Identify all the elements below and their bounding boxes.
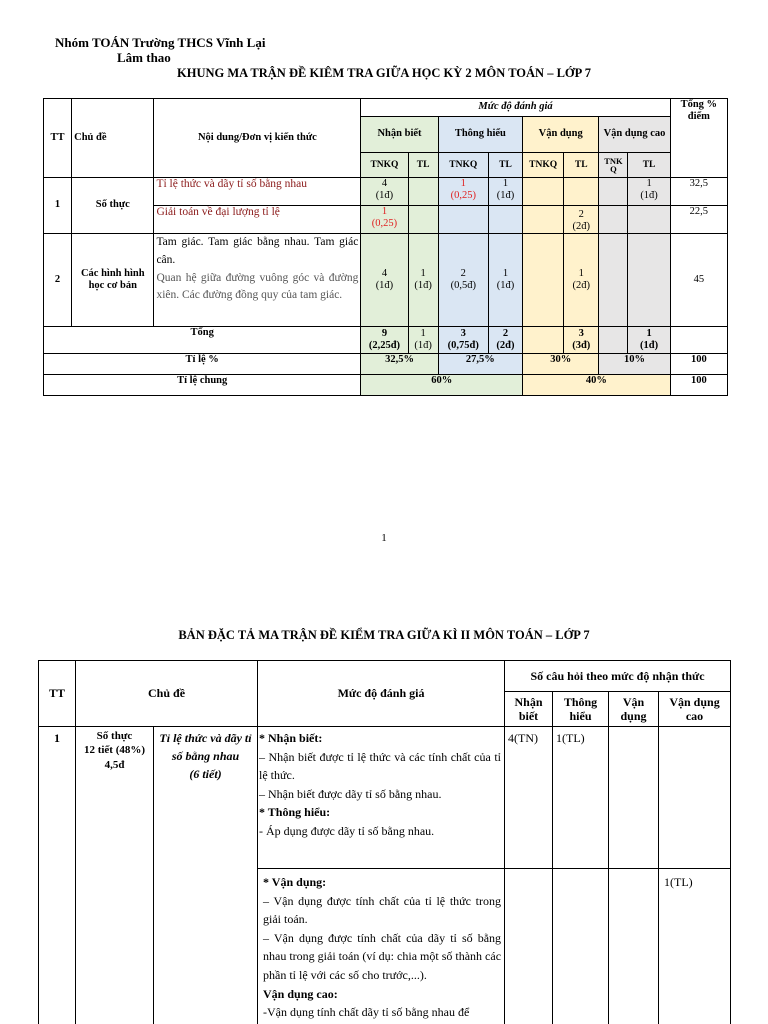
spec-count-nb: 4(TN) bbox=[505, 727, 553, 869]
sum-cell: 1 (1đ) bbox=[408, 327, 438, 354]
common-cell: 40% bbox=[523, 375, 671, 396]
spec-header-vdc: Vận dụng cao bbox=[659, 692, 731, 727]
spec-topic: Số thực 12 tiết (48%) 4,5đ bbox=[76, 727, 154, 1024]
header-total: Tổng % điểm bbox=[670, 99, 727, 178]
content-cell: Giải toán về đại lượng tỉ lệ bbox=[154, 206, 361, 234]
spec-row-tt: 1 bbox=[39, 727, 76, 1024]
header-level: Mức độ đánh giá bbox=[361, 99, 670, 117]
ratio-cell: 10% bbox=[599, 354, 670, 375]
header-van-dung: Vận dụng bbox=[523, 117, 599, 153]
spec-level-cell: * Vận dụng: – Vận dụng được tính chất của tỉ lệ thức trong giải toán. – Vận dụng được tính chất của dãy tỉ số bằng nhau trong giải toán (ví dụ: chia một số thành các phần tỉ lệ với các số cho trước,...). Vận dụng cao: -Vận dụng tính chất dãy tỉ số bằng nhau để bbox=[258, 869, 505, 1024]
sum-cell: 2 (2đ) bbox=[488, 327, 522, 354]
header-tt: TT bbox=[44, 99, 72, 178]
spec-header-vd: Vận dụng bbox=[609, 692, 659, 727]
spec-header-th: Thông hiểu bbox=[553, 692, 609, 727]
row-topic: Các hình hình học cơ bản bbox=[72, 234, 154, 327]
value-cell: 4 (1đ) bbox=[361, 234, 408, 327]
matrix-table bbox=[43, 98, 728, 396]
sum-cell: 9 (2,25đ) bbox=[361, 327, 408, 354]
content-cell: Tỉ lệ thức và dãy tỉ số bằng nhau bbox=[154, 178, 361, 206]
header-thong-hieu: Thông hiểu bbox=[438, 117, 522, 153]
spec-header-count: Số câu hỏi theo mức độ nhận thức bbox=[505, 661, 731, 692]
value-cell: 1 (1đ) bbox=[628, 178, 670, 206]
value-cell: 1 (1đ) bbox=[488, 178, 522, 206]
sum-cell: 1 (1đ) bbox=[628, 327, 670, 354]
value-cell: 1 (0,25) bbox=[438, 178, 488, 206]
value-cell: 4 (1đ) bbox=[361, 178, 408, 206]
total-cell: 45 bbox=[670, 234, 727, 327]
subheader-tnkq: TNK Q bbox=[599, 153, 628, 178]
sum-cell: 3 (3đ) bbox=[564, 327, 599, 354]
total-cell: 22,5 bbox=[670, 206, 727, 234]
spec-count-vdc: 1(TL) bbox=[659, 869, 731, 1024]
common-label: Tỉ lệ chung bbox=[44, 375, 361, 396]
spec-level-cell: * Nhận biết: – Nhận biết được tỉ lệ thức và các tính chất của tỉ lệ thức. – Nhận biết được dãy tỉ số bằng nhau. * Thông hiểu: - Áp dụng được dãy tỉ số bằng nhau. bbox=[258, 727, 505, 869]
spec-table bbox=[38, 660, 731, 1024]
spec-title: BẢN ĐẶC TẢ MA TRẬN ĐỀ KIỂM TRA GIỮA KÌ II MÔN TOÁN – LỚP 7 bbox=[178, 628, 590, 642]
value-cell: 2 (0,5đ) bbox=[438, 234, 488, 327]
spec-unit: Tỉ lệ thức và dãy tỉ số bằng nhau (6 tiết) bbox=[154, 727, 258, 1024]
value-cell: 1 (0,25) bbox=[361, 206, 408, 234]
spec-header-nb: Nhận biết bbox=[505, 692, 553, 727]
value-cell: 1 (1đ) bbox=[408, 234, 438, 327]
common-cell: 60% bbox=[361, 375, 523, 396]
subheader-tnkq: TNKQ bbox=[438, 153, 488, 178]
subheader-tl: TL bbox=[564, 153, 599, 178]
ratio-label: Tỉ lệ % bbox=[44, 354, 361, 375]
spec-header-tt: TT bbox=[39, 661, 76, 727]
page-number: 1 bbox=[381, 532, 387, 544]
school-group: Nhóm TOÁN Trường THCS Vĩnh Lại bbox=[55, 35, 266, 50]
header-nhan-biet: Nhận biết bbox=[361, 117, 438, 153]
value-cell: 2 (2đ) bbox=[564, 206, 599, 234]
row-tt: 1 bbox=[44, 178, 72, 234]
spec-header-topic: Chủ đề bbox=[76, 661, 258, 727]
sum-label: Tổng bbox=[44, 327, 361, 354]
matrix-title: KHUNG MA TRẬN ĐỀ KIÊM TRA GIỮA HỌC KỲ 2 MÔN TOÁN – LỚP 7 bbox=[177, 66, 591, 80]
row-topic: Số thực bbox=[72, 178, 154, 234]
ratio-cell: 27,5% bbox=[438, 354, 522, 375]
subheader-tnkq: TNKQ bbox=[523, 153, 564, 178]
header-topic: Chủ đề bbox=[72, 99, 154, 178]
subheader-tl: TL bbox=[488, 153, 522, 178]
ratio-cell: 32,5% bbox=[361, 354, 438, 375]
ratio-total: 100 bbox=[670, 354, 727, 375]
subheader-tl: TL bbox=[408, 153, 438, 178]
value-cell: 1 (2đ) bbox=[564, 234, 599, 327]
total-cell: 32,5 bbox=[670, 178, 727, 206]
sum-cell: 3 (0,75đ) bbox=[438, 327, 488, 354]
header-content: Nội dung/Đơn vị kiến thức bbox=[154, 99, 361, 178]
author-name: Lâm thao bbox=[117, 50, 171, 65]
row-tt: 2 bbox=[44, 234, 72, 327]
spec-header-level: Mức độ đánh giá bbox=[258, 661, 505, 727]
header-van-dung-cao: Vận dụng cao bbox=[599, 117, 670, 153]
ratio-cell: 30% bbox=[523, 354, 599, 375]
subheader-tnkq: TNKQ bbox=[361, 153, 408, 178]
common-total: 100 bbox=[670, 375, 727, 396]
subheader-tl: TL bbox=[628, 153, 670, 178]
spec-count-th: 1(TL) bbox=[553, 727, 609, 869]
content-cell: Tam giác. Tam giác bằng nhau. Tam giác cân. Quan hệ giữa đường vuông góc và đường xiên. Các đường đồng quy của tam giác. bbox=[154, 234, 361, 327]
value-cell: 1 (1đ) bbox=[488, 234, 522, 327]
